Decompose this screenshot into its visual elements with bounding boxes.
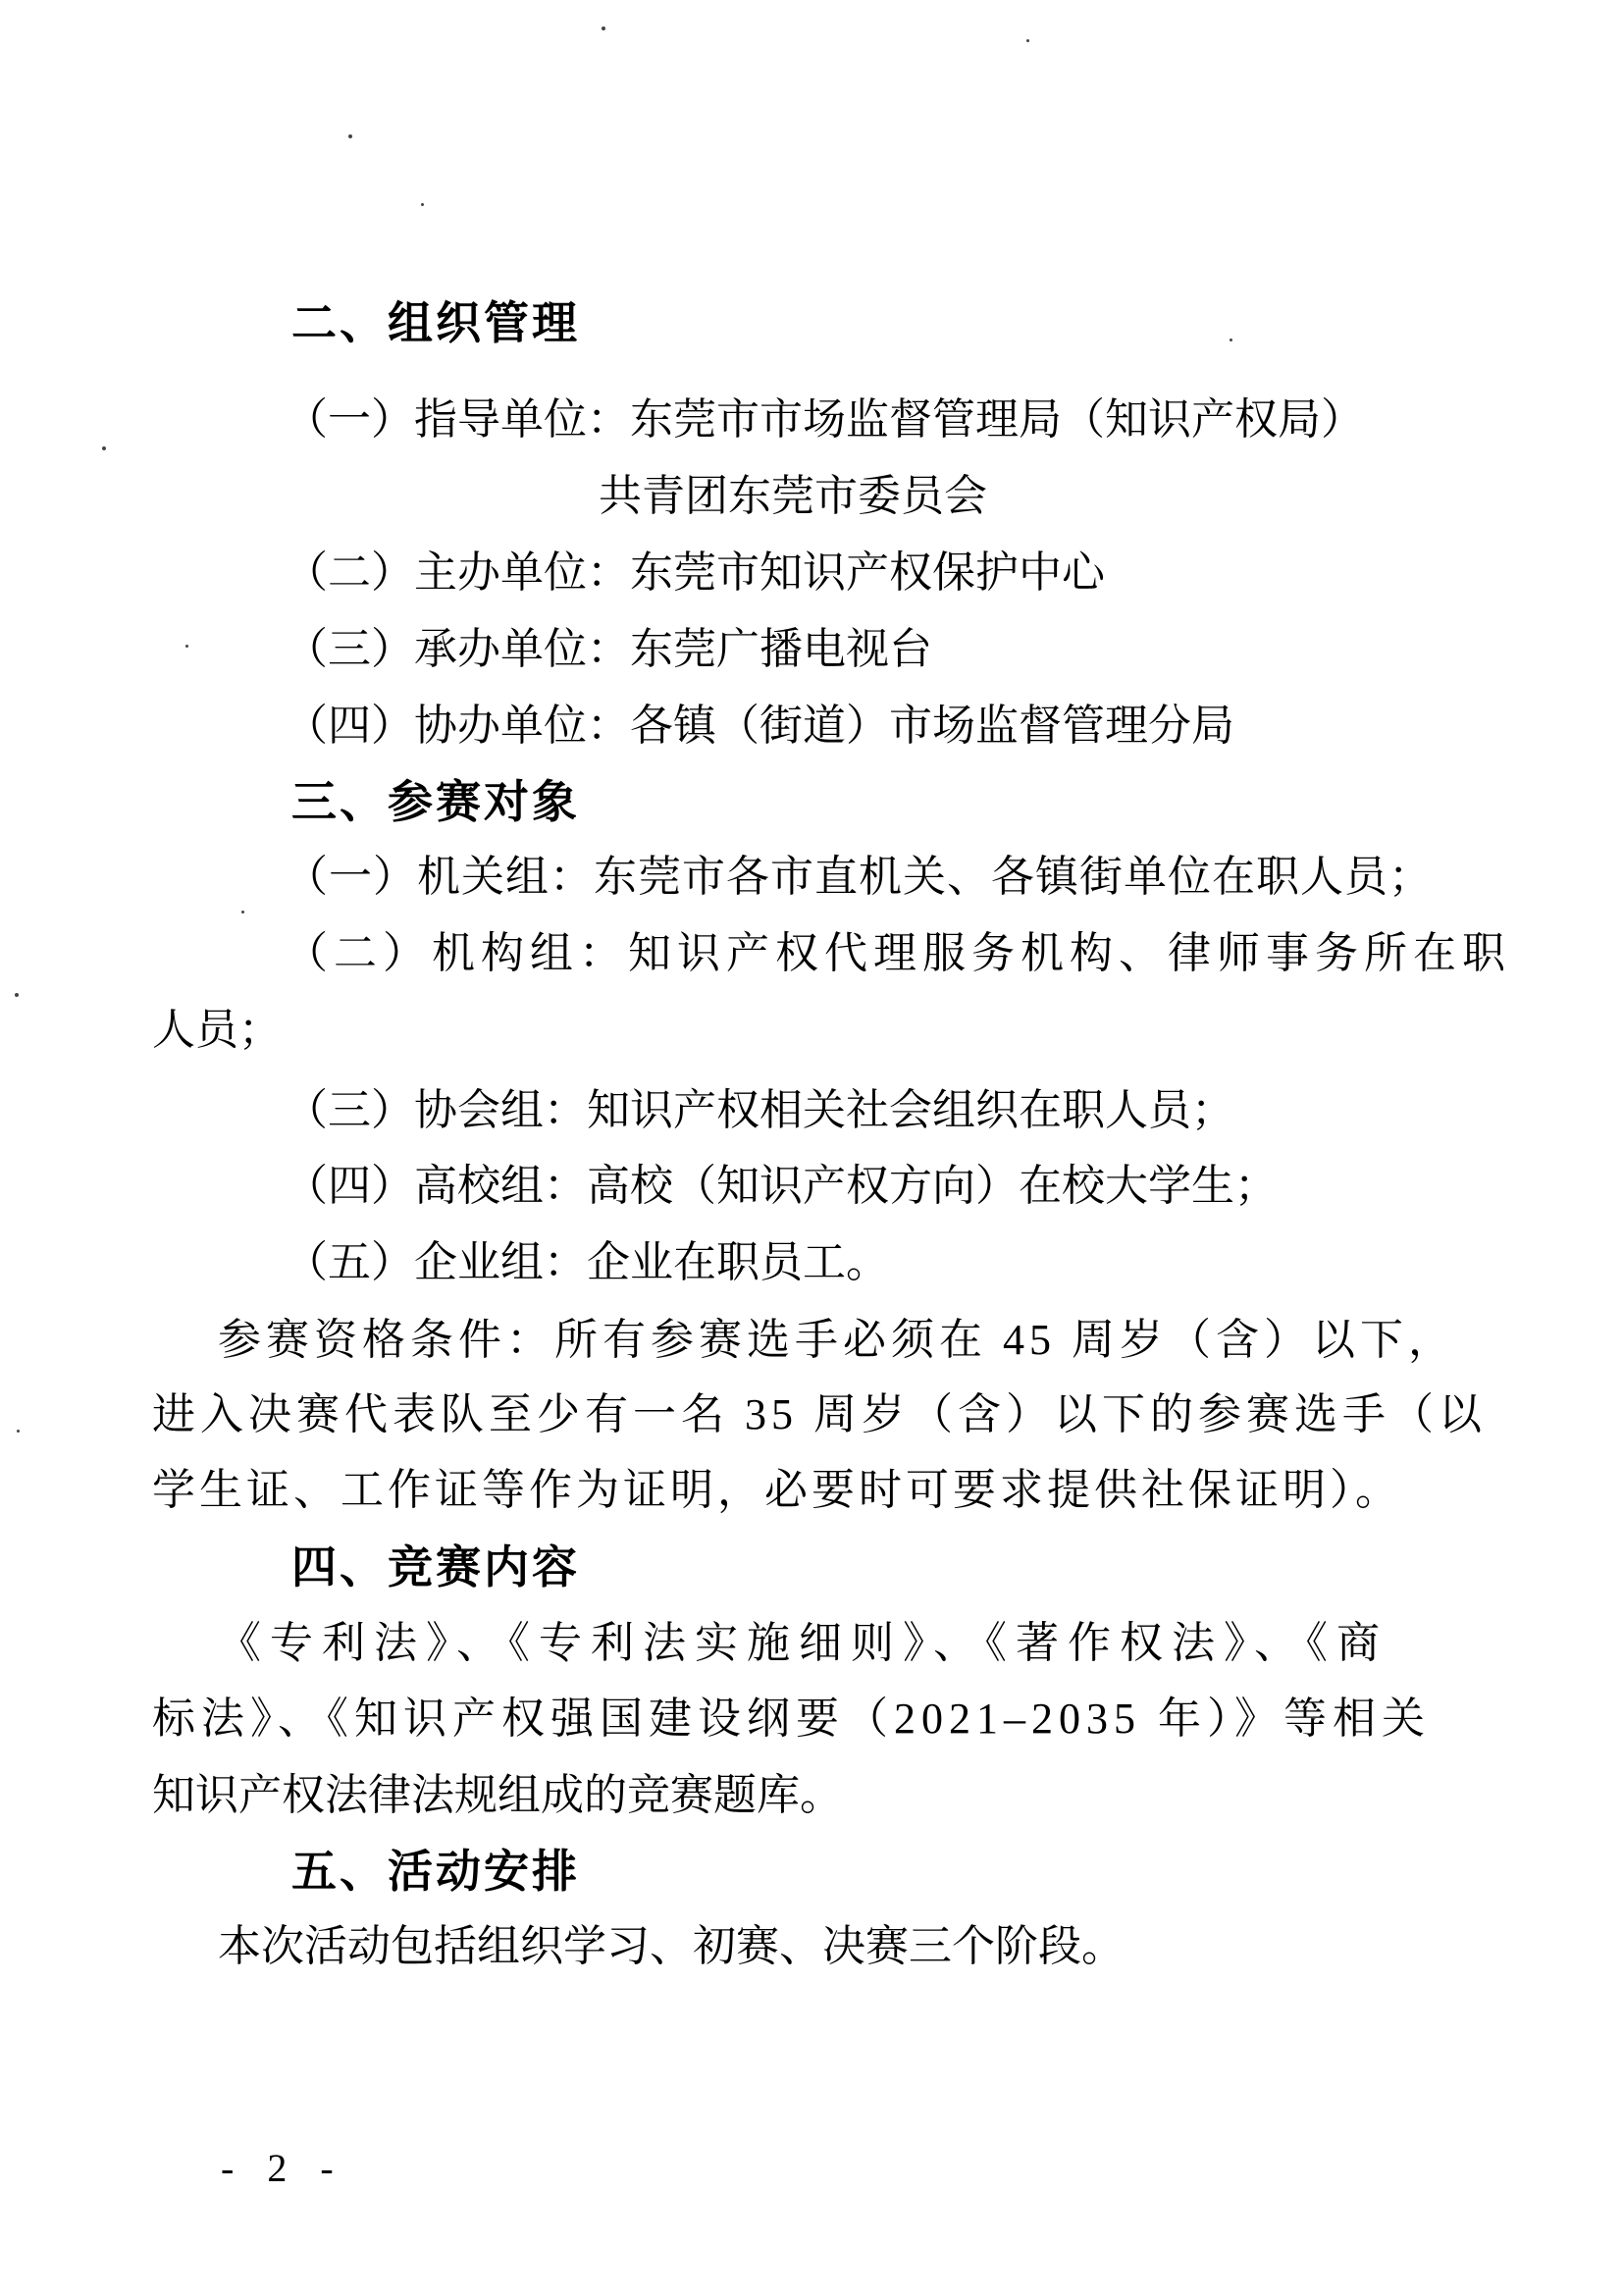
text-line-group-government: （一）机关组：东莞市各市直机关、各镇街单位在职人员；: [285, 853, 1433, 901]
scan-speck: [348, 134, 352, 138]
text-line-eligibility-2: 进入决赛代表队至少有一名 35 周岁（含）以下的参赛选手（以: [152, 1390, 1487, 1438]
text-line-guiding-unit-cont: 共青团东莞市委员会: [599, 472, 987, 520]
text-line-group-associations: （三）协会组：知识产权相关社会组织在职人员；: [285, 1086, 1234, 1134]
section-heading-schedule: 五、活动安排: [291, 1846, 580, 1897]
scan-speck: [15, 993, 19, 997]
text-line-content-1: 《专利法》、《专利法实施细则》、《著作权法》、《商: [218, 1619, 1388, 1667]
text-line-group-agencies-cont: 人员；: [152, 1006, 282, 1054]
text-line-content-3: 知识产权法律法规组成的竞赛题库。: [152, 1771, 843, 1819]
text-line-host-unit: （二）主办单位：东莞市知识产权保护中心: [285, 548, 1105, 597]
text-line-schedule: 本次活动包括组织学习、初赛、决赛三个阶段。: [218, 1922, 1125, 1970]
scan-speck: [1230, 339, 1232, 341]
scan-speck: [17, 1430, 20, 1433]
text-line-eligibility-3: 学生证、工作证等作为证明，必要时可要求提供社保证明）。: [152, 1466, 1402, 1514]
section-heading-content: 四、竞赛内容: [291, 1541, 580, 1592]
scan-speck: [602, 26, 605, 30]
scan-speck: [102, 446, 106, 450]
scan-speck: [185, 645, 188, 648]
scan-speck: [241, 911, 244, 913]
text-line-eligibility-1: 参赛资格条件：所有参赛选手必须在 45 周岁（含）以下，: [218, 1316, 1456, 1364]
text-line-co-organizing-unit: （四）协办单位：各镇（街道）市场监督管理分局: [285, 702, 1234, 750]
scan-speck: [1026, 39, 1029, 42]
page-number: - 2 -: [221, 2146, 345, 2190]
text-line-guiding-unit: （一）指导单位：东莞市市场监督管理局（知识产权局）: [285, 395, 1364, 444]
text-line-group-universities: （四）高校组：高校（知识产权方向）在校大学生；: [285, 1162, 1278, 1210]
text-line-undertaking-unit: （三）承办单位：东莞广播电视台: [285, 625, 932, 673]
text-line-group-enterprises: （五）企业组：企业在职员工。: [285, 1238, 889, 1286]
text-line-content-2: 标法》、《知识产权强国建设纲要（2021–2035 年）》等相关: [152, 1695, 1431, 1743]
section-heading-organization: 二、组织管理: [291, 297, 580, 348]
text-line-group-agencies: （二）机构组：知识产权代理服务机构、律师事务所在职: [285, 929, 1511, 977]
section-heading-participants: 三、参赛对象: [291, 776, 580, 827]
scan-speck: [421, 203, 424, 206]
